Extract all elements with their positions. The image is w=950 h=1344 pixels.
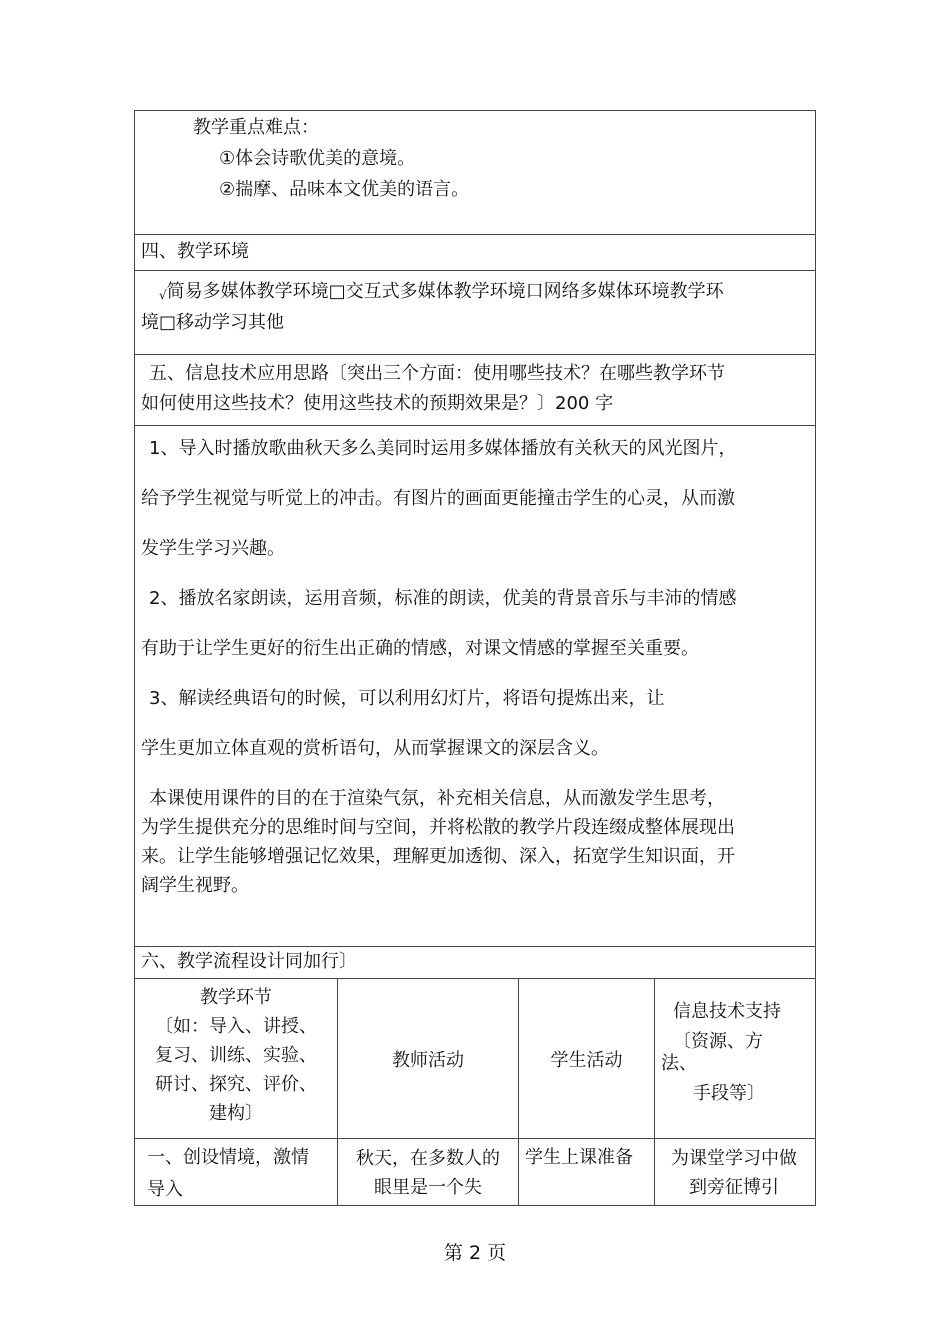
header-tech-line-2: 〔资源、方	[673, 1031, 763, 1052]
key-point-2: ②揣摩、品味本文优美的语言。	[219, 179, 470, 200]
header-student-label: 学生活动	[550, 1049, 623, 1071]
approach-item-3-line-2: 学生更加立体直观的赏析语句，从而掌握课文的深层含义。	[141, 738, 609, 759]
row1-tech-line-1: 为课堂学习中做	[671, 1148, 797, 1169]
header-teacher-cell	[337, 979, 518, 1138]
approach-item-1-line-2: 给予学生视觉与听觉上的冲击。有图片的画面更能撞击学生的心灵，从而激	[141, 488, 735, 509]
row1-tech-line-2: 到旁征博引	[689, 1177, 779, 1198]
page-number: 第 2 页	[443, 1242, 507, 1264]
header-stage-line-5: 建构〕	[209, 1103, 263, 1124]
row1-teacher-line-1: 秋天，在多数人的	[356, 1148, 500, 1169]
key-points-heading: 教学重点难点：	[193, 117, 319, 138]
tech-approach-body-row	[135, 425, 815, 946]
flow-table-header-row	[135, 978, 815, 1138]
row1-teacher-cell	[337, 1139, 518, 1205]
approach-summary-line-1: 本课使用课件的目的在于渲染气氛，补充相关信息，从而激发学生思考，	[149, 788, 725, 809]
environment-options-row	[135, 270, 815, 354]
key-points-row	[135, 110, 815, 234]
environment-options-line-2: 境□移动学习其他	[141, 312, 285, 333]
approach-summary-line-4: 阔学生视野。	[141, 875, 249, 896]
header-tech-line-3: 法、	[661, 1053, 697, 1074]
header-stage-line-2: 〔如：导入、讲授、	[155, 1016, 317, 1037]
tech-approach-heading-line-1: 五、信息技术应用思路〔突出三个方面：使用哪些技术？在哪些教学环节	[149, 363, 725, 384]
environment-heading-row	[135, 234, 815, 270]
environment-heading: 四、教学环境	[141, 241, 249, 262]
header-stage-line-4: 研讨、探究、评价、	[155, 1074, 317, 1095]
header-student-cell	[518, 979, 654, 1138]
flow-row-1	[135, 1138, 815, 1206]
row1-teacher-line-2: 眼里是一个失	[374, 1177, 482, 1198]
lesson-plan-table	[134, 110, 816, 1206]
header-stage-line-3: 复习、训练、实验、	[155, 1045, 317, 1066]
header-tech-cell	[654, 979, 813, 1138]
approach-item-1-line-3: 发学生学习兴趣。	[141, 538, 285, 559]
row1-stage-cell	[135, 1139, 337, 1205]
approach-item-1-line-1: 1、导入时播放歌曲秋天多么美同时运用多媒体播放有关秋天的风光图片，	[149, 438, 737, 459]
check-mark-icon: √	[159, 288, 167, 302]
header-tech-line-4: 手段等〕	[693, 1083, 765, 1104]
header-teacher-label: 教师活动	[392, 1049, 464, 1071]
approach-item-2-line-2: 有助于让学生更好的衍生出正确的情感，对课文情感的掌握至关重要。	[141, 638, 699, 659]
approach-item-3-line-1: 3、解读经典语句的时候，可以利用幻灯片，将语句提炼出来，让	[149, 688, 665, 709]
row1-tech-cell	[654, 1139, 813, 1205]
row1-stage-line-1: 一、创设情境，激情	[147, 1147, 309, 1168]
header-tech-line-1: 信息技术支持	[673, 1001, 781, 1022]
tech-approach-heading-row	[135, 354, 815, 425]
header-stage-cell	[135, 979, 337, 1138]
tech-approach-heading-line-2: 如何使用这些技术？使用这些技术的预期效果是？〕200 字	[141, 393, 614, 414]
approach-summary-line-3: 来。让学生能够增强记忆效果，理解更加透彻、深入，拓宽学生知识面，开	[141, 846, 735, 867]
flow-heading: 六、教学流程设计同加行〕	[141, 951, 357, 972]
environment-options-line-1: √简易多媒体教学环境□交互式多媒体教学环境口网络多媒体环境教学环	[159, 281, 724, 302]
row1-student-cell	[518, 1139, 654, 1205]
approach-summary-line-2: 为学生提供充分的思维时间与空间，并将松散的教学片段连缀成整体展现出	[141, 817, 735, 838]
key-point-1: ①体会诗歌优美的意境。	[219, 148, 416, 169]
row1-student-text: 学生上课准备	[525, 1147, 633, 1168]
flow-heading-row	[135, 946, 815, 978]
row1-stage-line-2: 导入	[147, 1179, 183, 1200]
header-stage-line-1: 教学环节	[200, 987, 272, 1008]
approach-item-2-line-1: 2、播放名家朗读，运用音频，标准的朗读，优美的背景音乐与丰沛的情感	[149, 588, 737, 609]
